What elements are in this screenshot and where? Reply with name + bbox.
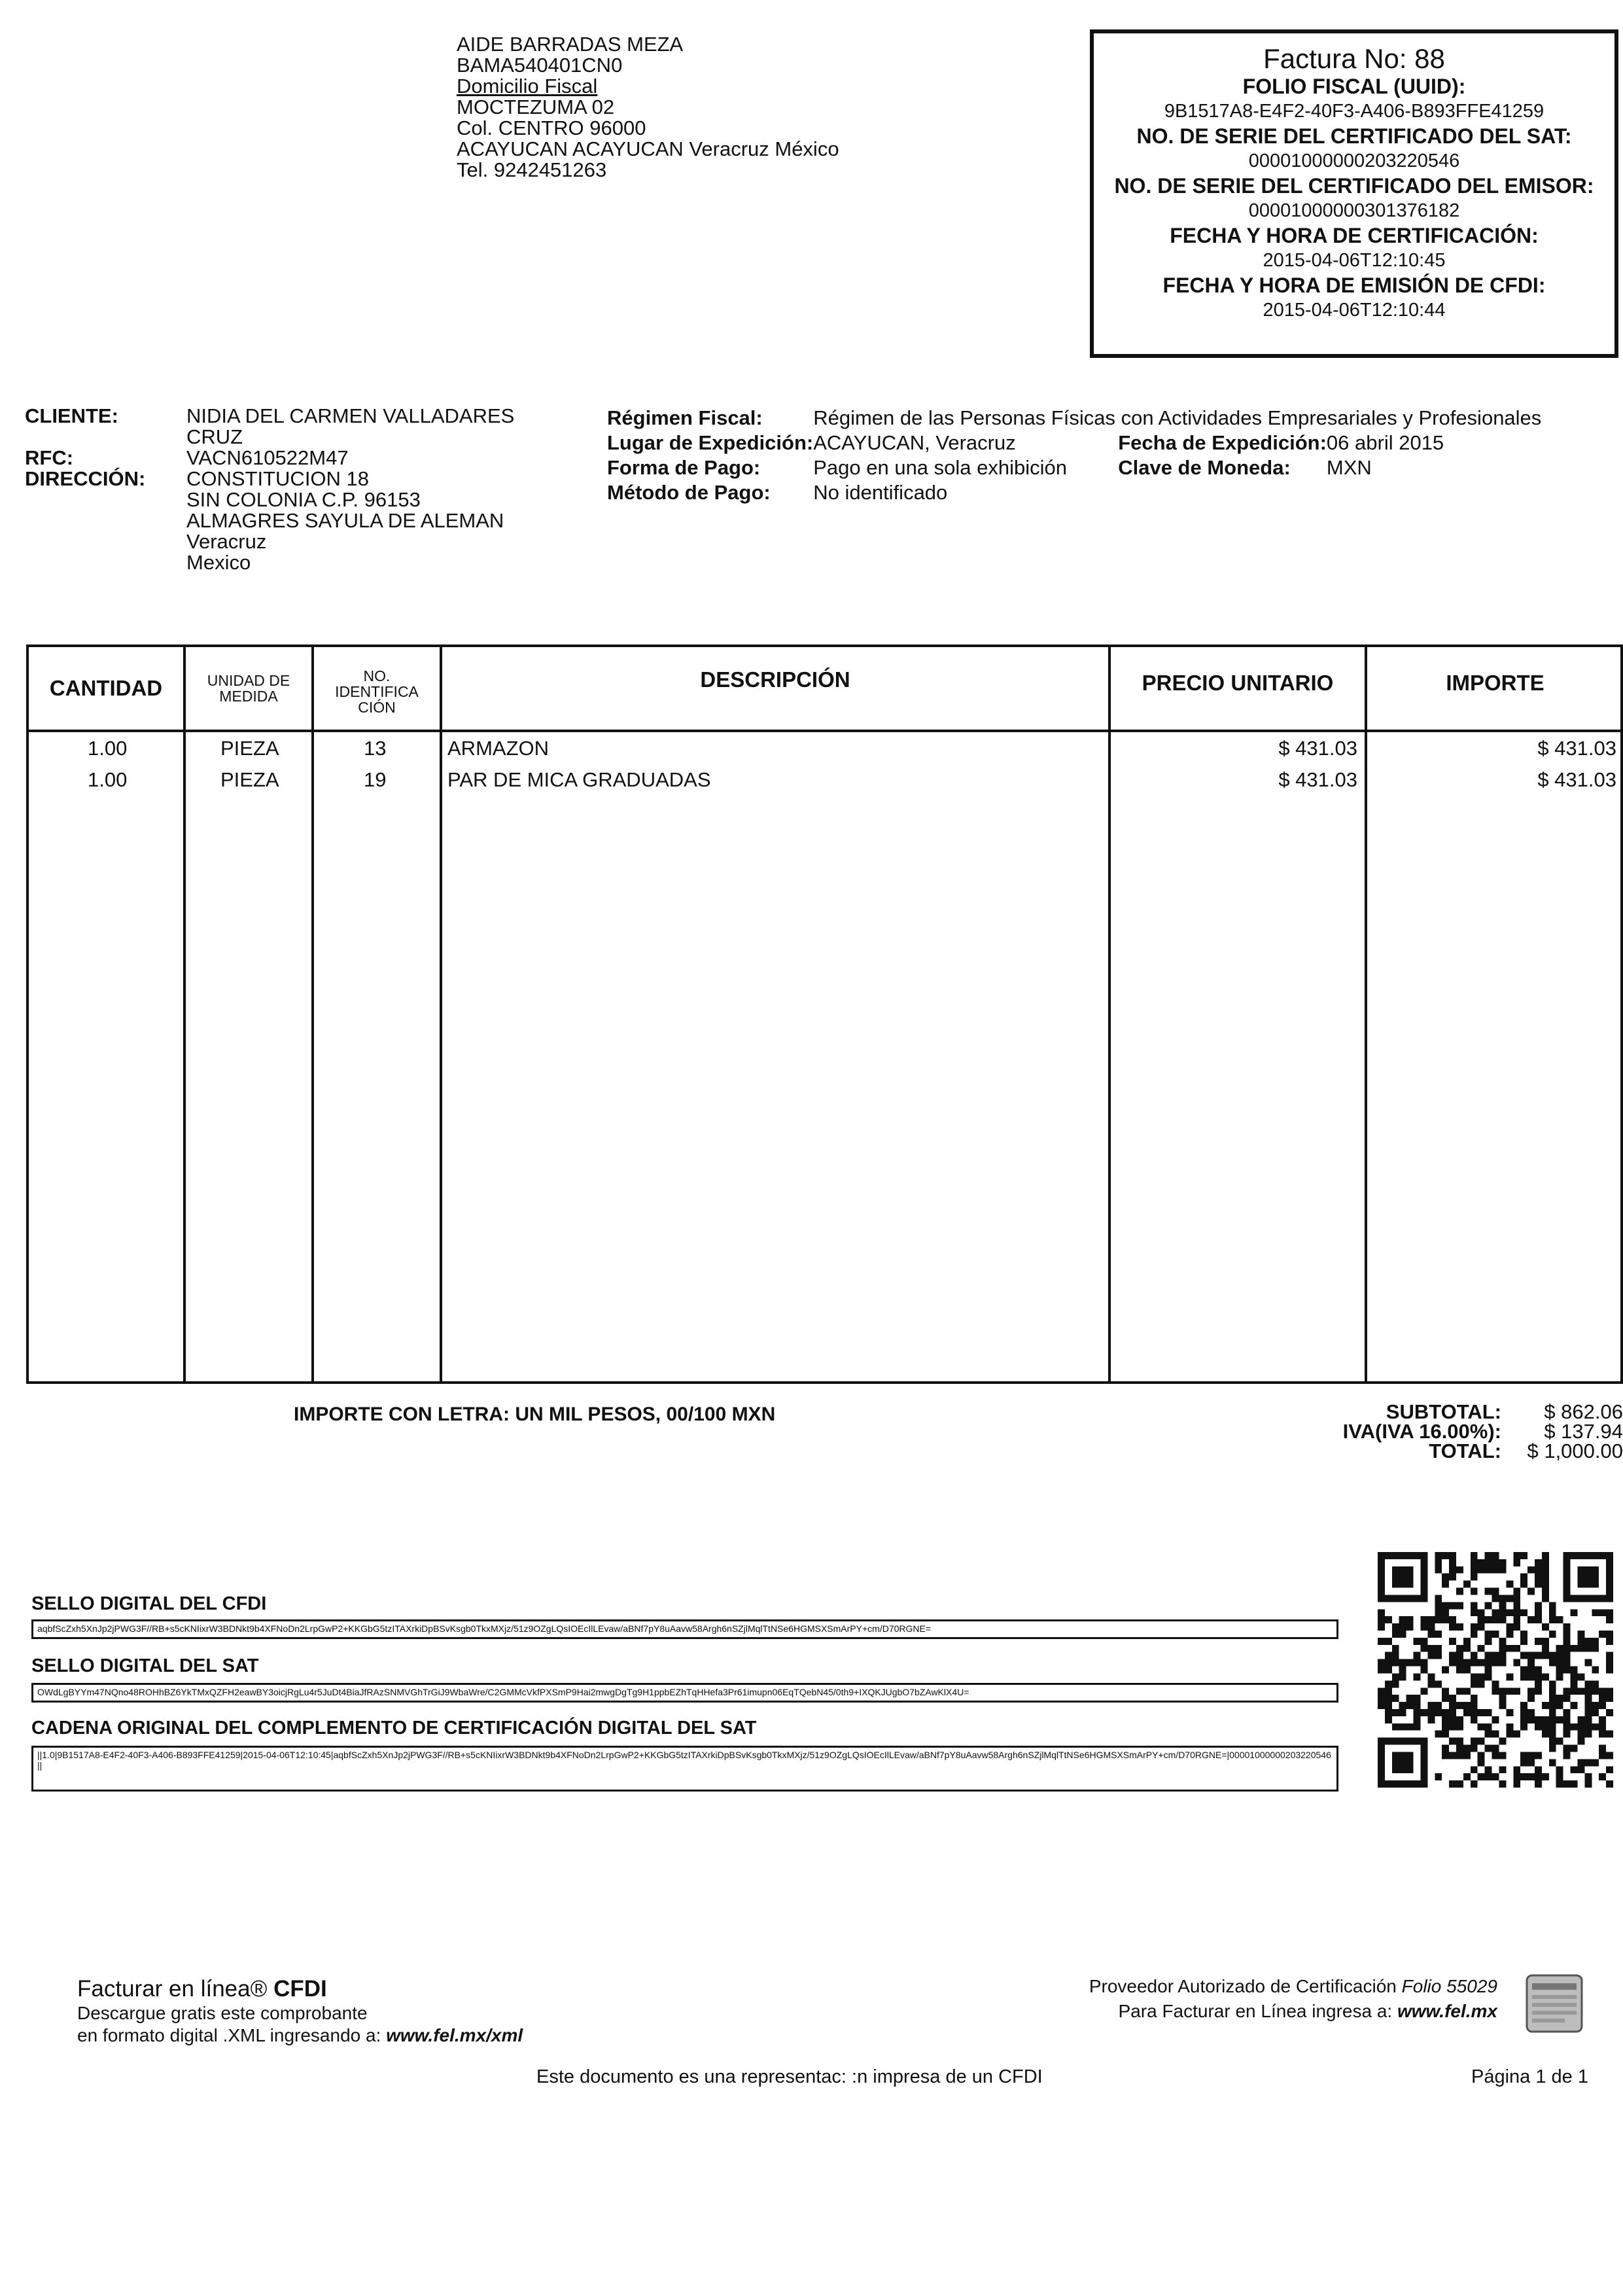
row-unidad: PIEZA [220, 737, 279, 760]
header-noid [314, 647, 440, 730]
row-importe: $ 431.03 [1537, 737, 1616, 760]
forma-value: Pago en una sola exhibición [813, 456, 1068, 479]
direccion-label: DIRECCIÓN: [25, 467, 146, 490]
sello-sat-box: OWdLgBYYm47NQno48ROHhBZ6YkTMxQZFH2eawBY3oicjRgLu4r5JuDt4BiaJfRAzSNMVGhTrGiJ9WbaWre/C2GMMcVkfPXSmP9Hai2mwgDgTg9H1ppbEZhTqHHefa3Pr61imupn06EqTQebN45/0th9+IXQKJUgbO7bZAwKlX4U= [31, 1683, 1338, 1703]
cert-date-value: 2015-04-06T12:10:45 [1263, 250, 1446, 271]
pac-line2-prefix: Para Facturar en Línea ingresa a: [1118, 2001, 1393, 2021]
emision-date-value: 2015-04-06T12:10:44 [1263, 300, 1446, 321]
emision-date-label: FECHA Y HORA DE EMISIÓN DE CFDI: [1162, 274, 1546, 297]
row-cantidad: 1.00 [88, 737, 128, 760]
header-noid-line2: IDENTIFICA [335, 683, 419, 700]
header-unidad-line1: UNIDAD DE [207, 672, 290, 689]
row-descripcion: PAR DE MICA GRADUADAS [447, 768, 711, 791]
pac-logo-icon [1524, 1971, 1584, 2036]
iva-label: IVA(IVA 16.00%): [1342, 1420, 1501, 1443]
issuer-street: MOCTEZUMA 02 [457, 96, 615, 118]
footer-brand: Facturar en línea® [77, 1976, 268, 2002]
table-row [29, 768, 1620, 800]
table-row [29, 737, 1620, 768]
row-cantidad: 1.00 [88, 768, 128, 791]
issuer-phone: Tel. 9242451263 [457, 158, 607, 181]
client-addr4: Veracruz [186, 530, 267, 553]
client-addr5: Mexico [186, 551, 251, 574]
emisor-cert-label: NO. DE SERIE DEL CERTIFICADO DEL EMISOR: [1114, 174, 1594, 198]
metodo-value: No identificado [813, 481, 948, 504]
regimen-value: Régimen de las Personas Físicas con Actividades Empresariales y Profesionales [813, 406, 1542, 429]
issuer-colony: Col. CENTRO 96000 [457, 116, 646, 139]
row-descripcion: ARMAZON [447, 737, 549, 760]
client-addr2: SIN COLONIA C.P. 96153 [186, 488, 421, 511]
row-unidad: PIEZA [220, 768, 279, 791]
fecha-label: Fecha de Expedición: [1118, 431, 1327, 454]
lugar-label: Lugar de Expedición: [607, 431, 814, 454]
row-id: 13 [364, 737, 387, 760]
footer-right [1089, 1974, 1497, 2024]
cadena-original-box: ||1.0|9B1517A8-E4F2-40F3-A406-B893FFE41259|2015-04-06T12:10:45|aqbfScZxh5XnJp2jPWG3F//RB+s5cKNIixrW3BDNkt9b4XFNoDn2LrpGwP2+KKGbG5tzITAXrkiDpBSvKsgb0TkxMXjz/51z9OZgLQsIOEcIlLEvaw/aBNf7pY8uAavw58Argh6nSZjlMqlTtNSe6HGMSXSmArPY+cm/D70RGNE=|00001000000203220546|| [31, 1746, 1338, 1792]
total-value: $ 1,000.00 [1527, 1439, 1623, 1462]
rfc-label: RFC: [25, 446, 74, 469]
header-precio: PRECIO UNITARIO [1142, 671, 1334, 695]
moneda-label: Clave de Moneda: [1118, 456, 1291, 479]
client-name-line1: NIDIA DEL CARMEN VALLADARES [186, 404, 515, 427]
lugar-value: ACAYUCAN, Veracruz [813, 431, 1016, 454]
header-noid-line3: CIÓN [358, 699, 396, 716]
sat-cert-value: 00001000000203220546 [1248, 150, 1460, 171]
cliente-label: CLIENTE: [25, 404, 118, 427]
moneda-value: MXN [1326, 456, 1372, 479]
client-labels [25, 406, 145, 489]
fiscal-info [607, 406, 1541, 505]
subtotal-label: SUBTOTAL: [1386, 1400, 1501, 1423]
forma-label: Forma de Pago: [607, 456, 761, 479]
uuid-value: 9B1517A8-E4F2-40F3-A406-B893FFE41259 [1164, 101, 1544, 122]
footer-line1: Descargue gratis este comprobante [77, 2003, 368, 2023]
issuer-rfc: BAMA540401CN0 [457, 54, 623, 77]
sat-cert-label: NO. DE SERIE DEL CERTIFICADO DEL SAT: [1136, 124, 1572, 148]
folio-box [1090, 29, 1618, 358]
emisor-cert-value: 00001000000301376182 [1248, 200, 1460, 221]
domicilio-label: Domicilio Fiscal [457, 75, 598, 97]
footer-brand-cfdi: CFDI [273, 1976, 327, 2002]
subtotal-value: $ 862.06 [1544, 1400, 1623, 1423]
row-precio: $ 431.03 [1278, 737, 1357, 760]
pac-folio: Folio 55029 [1401, 1976, 1497, 1996]
header-noid-line1: NO. [363, 667, 391, 684]
cert-date-label: FECHA Y HORA DE CERTIFICACIÓN: [1170, 224, 1539, 247]
importe-con-letra: IMPORTE CON LETRA: UN MIL PESOS, 00/100 MXN [294, 1404, 776, 1425]
total-label: TOTAL: [1429, 1439, 1501, 1462]
items-table [26, 645, 1623, 1384]
row-importe: $ 431.03 [1537, 768, 1616, 791]
fecha-value: 06 abril 2015 [1326, 431, 1444, 454]
metodo-label: Método de Pago: [607, 481, 771, 504]
header-importe: IMPORTE [1446, 671, 1544, 695]
row-id: 19 [364, 768, 387, 791]
client-addr3: ALMAGRES SAYULA DE ALEMAN [186, 509, 504, 532]
issuer-block [457, 34, 839, 181]
iva-value: $ 137.94 [1544, 1420, 1623, 1443]
client-name-line2: CRUZ [186, 425, 243, 448]
invoice-number: Factura No: 88 [1263, 43, 1445, 74]
pac-prefix: Proveedor Autorizado de Certificación [1089, 1976, 1397, 1996]
header-cantidad: CANTIDAD [49, 676, 163, 700]
representacion-note: Este documento es una representac: :n impresa de un CFDI [536, 2066, 1043, 2087]
client-rfc: VACN610522M47 [186, 446, 349, 469]
sello-sat-label: SELLO DIGITAL DEL SAT [31, 1655, 259, 1676]
header-unidad [186, 647, 311, 730]
client-values [186, 406, 514, 573]
client-addr1: CONSTITUCION 18 [186, 467, 370, 490]
page-number: Página 1 de 1 [1471, 2066, 1588, 2087]
regimen-label: Régimen Fiscal: [607, 406, 763, 429]
row-precio: $ 431.03 [1278, 768, 1357, 791]
footer-line2-prefix: en formato digital .XML ingresando a: [77, 2025, 381, 2045]
cadena-original-label: CADENA ORIGINAL DEL COMPLEMENTO DE CERTIFICACIÓN DIGITAL DEL SAT [31, 1718, 757, 1739]
header-descripcion: DESCRIPCIÓN [700, 667, 850, 692]
pac-link[interactable]: www.fel.mx [1397, 2001, 1497, 2021]
totals-block [1343, 1402, 1623, 1461]
sello-cfdi-box: aqbfScZxh5XnJp2jPWG3F//RB+s5cKNIixrW3BDNkt9b4XFNoDn2LrpGwP2+KKGbG5tzITAXrkiDpBSvKsgb0TkxMXjz/51z9OZgLQsIOEcIlLEvaw/aBNf7pY8uAavw58Argh6nSZjlMqlTtNSe6HGMSXSmArPY+cm/D70RGNE= [31, 1619, 1338, 1639]
footer-xml-link[interactable]: www.fel.mx/xml [386, 2025, 523, 2045]
sello-cfdi-label: SELLO DIGITAL DEL CFDI [31, 1593, 267, 1614]
header-unidad-line2: MEDIDA [219, 688, 278, 705]
qr-code [1378, 1552, 1613, 1788]
issuer-name: AIDE BARRADAS MEZA [457, 33, 684, 56]
issuer-city: ACAYUCAN ACAYUCAN Veracruz México [457, 137, 839, 160]
uuid-label: FOLIO FISCAL (UUID): [1242, 75, 1466, 98]
footer-left [77, 1976, 523, 2047]
